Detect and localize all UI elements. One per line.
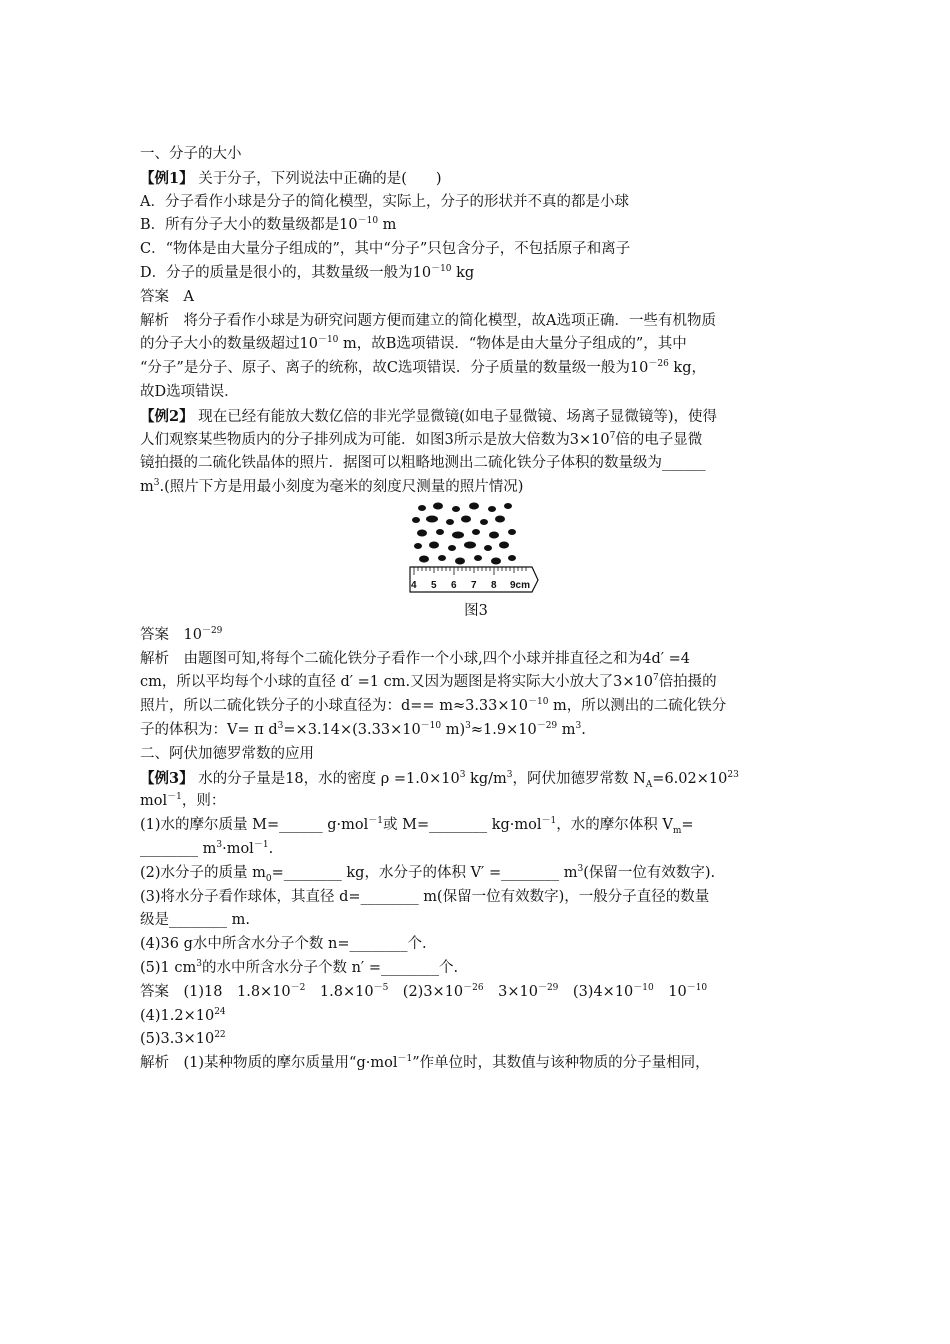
subscript: m <box>672 826 682 837</box>
option-d-unit: kg <box>451 264 475 281</box>
analysis-text: m) <box>441 721 466 738</box>
unit: m <box>140 479 154 496</box>
example-2-text: 现在已经有能放大数亿倍的非光学显微镜(如电子显微镜、场离子显微镜等)，使得 <box>198 408 718 425</box>
exponent: －1 <box>167 792 182 803</box>
analysis-exponent: －26 <box>648 359 669 370</box>
example-1-answer: 答案 A <box>140 288 194 305</box>
question-text: ，水的摩尔体积 V <box>556 817 673 834</box>
analysis-text: “分子”是分子、原子、离子的统称，故C选项错误．分子质量的数量级一般为10 <box>140 360 649 377</box>
molecule-blobs <box>412 502 516 564</box>
exponent: －1 <box>397 1054 413 1065</box>
example-2-text: .(照片下方是用最小刻度为毫米的刻度尺测量的照片情况) <box>159 479 524 496</box>
analysis-text: . <box>581 721 586 738</box>
example-1-option-c: C．“物体是由大量分子组成的”，其中“分子”只包含分子，不包括原子和离子 <box>140 241 631 258</box>
exponent: －2 <box>290 982 306 993</box>
exponent: －5 <box>373 982 389 993</box>
answer-text: (5)3.3×10 <box>140 1031 215 1048</box>
figure-3-caption: 图3 <box>464 602 488 619</box>
answer-text: (3)4×10 <box>558 983 634 1000</box>
example-1-option-b <box>140 214 812 238</box>
answer-text: 答案 (1)18 1.8×10 <box>140 983 291 1000</box>
exponent: 7 <box>652 673 659 684</box>
question-text: 的水中所含水分子个数 n′ =________个. <box>201 959 459 976</box>
analysis-text: m <box>557 721 576 738</box>
example-1-stem <box>140 167 812 191</box>
ruler-label-7: 7 <box>471 579 477 591</box>
answer-text: 答案 10 <box>140 626 202 643</box>
section-heading-1: 一、分子的大小 <box>140 146 242 162</box>
microscope-photo-with-ruler <box>408 500 544 596</box>
question-text: (保留一位有效数字). <box>583 864 716 881</box>
analysis-text: m，所以测出的二硫化铁分 <box>548 698 727 715</box>
exponent: －29 <box>537 982 559 993</box>
exponent: 3 <box>575 720 582 731</box>
ruler-label-4: 4 <box>411 579 417 591</box>
example-2-text: 人们观察某些物质内的分子排列成为可能．如图3所示是放大倍数为3×10 <box>140 431 610 448</box>
analysis-text: ≈1.9×10 <box>470 721 537 738</box>
example-2-text: 倍的电子显微 <box>615 431 703 448</box>
analysis-text: kg， <box>668 360 707 377</box>
exponent: 3 <box>459 769 466 780</box>
example-3-answer-5 <box>140 1028 812 1052</box>
example-2-line-4 <box>140 476 812 500</box>
exponent: －10 <box>527 697 549 708</box>
exponent: －29 <box>536 720 558 731</box>
question-text: (5)1 cm <box>140 959 197 976</box>
exponent: 23 <box>727 769 739 780</box>
analysis-exponent: －10 <box>317 335 339 346</box>
example-2-analysis-line-2 <box>140 671 812 695</box>
question-text: 或 M=________ kg·mol <box>383 817 542 834</box>
exponent: －10 <box>420 720 442 731</box>
example-2-line-1 <box>140 405 812 429</box>
exponent: 3 <box>577 863 584 874</box>
example-3-line-2 <box>140 790 812 814</box>
exponent: －10 <box>686 982 708 993</box>
example-3-text: ，则： <box>181 793 226 810</box>
example-1-question: 关于分子，下列说法中正确的是( ) <box>198 170 442 187</box>
question-text: ·mol <box>222 840 254 857</box>
example-2-tag: 【例2】 <box>140 407 194 425</box>
answer-text: (4)1.2×10 <box>140 1007 215 1024</box>
example-2-line-3: 镜拍摄的二硫化铁晶体的照片．据图可以粗略地测出二硫化铁分子体积的数量级为______ <box>140 455 706 472</box>
example-3-tag: 【例3】 <box>140 769 194 787</box>
question-3-continued: 级是________ m. <box>140 912 250 929</box>
analysis-text: =×3.14×(3.33×10 <box>283 721 421 738</box>
answer-text: (2)3×10 <box>388 983 464 1000</box>
option-b-text: B．所有分子大小的数量级都是10 <box>140 217 358 234</box>
analysis-text: ”作单位时，其数值与该种物质的分子量相同， <box>412 1055 710 1072</box>
analysis-text: 解析 (1)某种物质的摩尔质量用“g·mol <box>140 1055 398 1072</box>
example-2-analysis-line-3 <box>140 695 812 719</box>
analysis-text: 子的体积为：V= π d <box>140 721 278 738</box>
example-3-text: 水的分子量是18，水的密度 ρ =1.0×10 <box>198 770 460 787</box>
exponent: －1 <box>368 816 383 827</box>
question-4: (4)36 g水中所含水分子个数 n=________个. <box>140 936 427 953</box>
subscript: 0 <box>265 873 272 884</box>
answer-text: 10 <box>653 983 687 1000</box>
example-1-analysis-line-4: 故D选项错误． <box>140 383 239 400</box>
ruler-label-9cm: 9cm <box>510 579 531 591</box>
ruler-label-5: 5 <box>431 579 437 591</box>
example-2-analysis-line-1: 解析 由题图可知,将每个二硫化铁分子看作一个小球,四个小球并排直径之和为4d′ =4 <box>140 650 690 667</box>
section-heading-2: 二、阿伏加德罗常数的应用 <box>140 745 314 762</box>
exponent: 3 <box>196 958 202 969</box>
subscript: A <box>645 779 653 790</box>
example-3-text: ，阿伏加德罗常数 N <box>512 770 646 787</box>
example-2-answer <box>140 624 812 648</box>
question-2 <box>140 862 812 886</box>
answer-text: 3×10 <box>483 983 538 1000</box>
question-1-continued <box>140 838 812 862</box>
option-b-exponent: －10 <box>357 216 379 227</box>
example-3-analysis <box>140 1052 812 1076</box>
example-3-text: =6.02×10 <box>652 770 728 787</box>
exponent: 3 <box>153 478 160 489</box>
analysis-text: 照片，所以二硫化铁分子的小球直径为：d== m≈3.33×10 <box>140 698 528 715</box>
answer-text: 1.8×10 <box>305 983 374 1000</box>
example-3-line-1 <box>140 767 812 791</box>
analysis-text: 的分子大小的数量级超过10 <box>140 336 318 353</box>
example-3-text: kg/m <box>465 770 507 787</box>
exponent: 22 <box>214 1030 226 1041</box>
example-1-option-a: A．分子看作小球是分子的简化模型，实际上，分子的形状并不真的都是小球 <box>140 193 629 210</box>
question-5 <box>140 957 812 981</box>
ruler-label-6: 6 <box>451 579 457 591</box>
exponent: 3 <box>216 839 223 850</box>
option-b-unit: m <box>378 217 397 234</box>
analysis-text: 倍拍摄的 <box>658 674 717 691</box>
analysis-text: m，故B选项错误．“物体是由大量分子组成的”，其中 <box>338 336 687 353</box>
ruler <box>410 567 538 592</box>
question-text: = <box>681 817 694 834</box>
question-text: ________ m <box>140 840 217 857</box>
question-text: (2)水分子的质量 m <box>140 864 266 881</box>
ruler-label-8: 8 <box>491 579 497 591</box>
example-1-analysis-line-1: 解析 将分子看作小球是为研究问题方便而建立的简化模型，故A选项正确．一些有机物质 <box>140 312 716 329</box>
exponent: －1 <box>253 839 269 850</box>
example-3-answer <box>140 981 812 1005</box>
exponent: 3 <box>277 720 284 731</box>
example-1-analysis-line-2 <box>140 333 812 357</box>
exponent: －26 <box>463 982 484 993</box>
option-d-text: D．分子的质量是很小的，其数量级一般为10 <box>140 264 432 281</box>
figure-3 <box>140 500 812 600</box>
example-1-tag: 【例1】 <box>140 169 194 187</box>
question-text: (1)水的摩尔质量 M=______ g·mol <box>140 817 369 834</box>
example-2-line-2 <box>140 429 812 453</box>
question-text: . <box>268 840 274 857</box>
example-1-analysis-line-3 <box>140 357 812 381</box>
exponent: 3 <box>465 720 471 731</box>
exponent: －10 <box>633 982 654 993</box>
example-2-analysis-line-4 <box>140 719 812 743</box>
document-body <box>140 143 812 1076</box>
unit: mol <box>140 793 168 810</box>
exponent: 24 <box>214 1006 226 1017</box>
question-1 <box>140 814 812 838</box>
option-d-exponent: －10 <box>431 263 452 274</box>
question-text: =________ kg，水分子的体积 V′ =________ m <box>271 864 578 881</box>
exponent: 3 <box>506 769 513 780</box>
example-3-answer-4 <box>140 1005 812 1029</box>
exponent: －1 <box>541 816 557 827</box>
question-3: (3)将水分子看作球体，其直径 d=________ m(保留一位有效数字)，一般分子直径的数量 <box>140 888 710 905</box>
answer-exponent: －29 <box>201 625 223 636</box>
example-1-option-d <box>140 262 812 286</box>
analysis-text: cm，所以平均每个小球的直径 d′ =1 cm.又因为题图是将实际大小放大了3×10 <box>140 674 653 691</box>
exponent: 7 <box>609 430 616 441</box>
